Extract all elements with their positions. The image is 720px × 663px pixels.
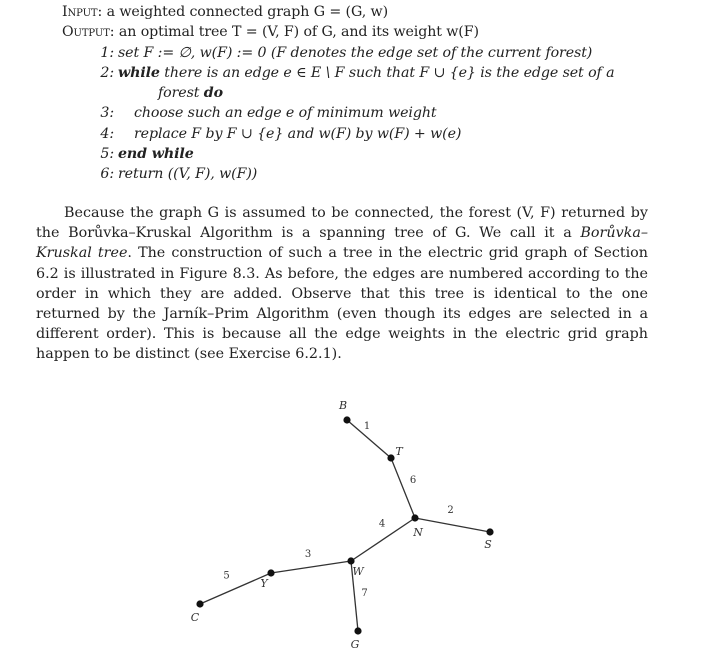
tree-figure bbox=[0, 380, 720, 659]
line-text: forest bbox=[158, 85, 200, 102]
vertex-S bbox=[486, 528, 493, 535]
vertex-label-Y: Y bbox=[260, 577, 268, 590]
line-number: 4: bbox=[100, 125, 114, 142]
edge-label-C-Y: 5 bbox=[223, 570, 230, 582]
vertex-label-G: G bbox=[350, 638, 360, 651]
output-text: an optimal tree T = (V, F) of G, and its weight w(F) bbox=[118, 24, 479, 41]
paragraph-part-2: . The construction of such a tree in the electric grid graph of Section 6.2 is illustrated in Figure 8.3. As before, the edges are numbered according to the order in which they are added. Observe that this tree is identical to the one returned by the Jarník–Prim Algorithm (even though its edges are selected in a different order). This is because all the edge weights in the electric grid graph happen to be distinct (see Exercise 6.2.1). bbox=[36, 245, 648, 363]
line-number: 5: bbox=[100, 146, 114, 163]
algorithm-line-5 bbox=[62, 144, 662, 164]
vertex-label-S: S bbox=[484, 538, 492, 551]
vertex-B bbox=[343, 416, 350, 423]
vertex-T bbox=[387, 454, 394, 461]
algorithm-line-4 bbox=[62, 124, 662, 144]
edge-label-W-N: 4 bbox=[378, 518, 386, 530]
vertex-label-W: W bbox=[352, 565, 364, 578]
keyword-while: while bbox=[118, 64, 160, 81]
vertex-G bbox=[354, 627, 361, 634]
vertex-label-B: B bbox=[338, 399, 348, 412]
line-number: 6: bbox=[100, 166, 114, 183]
algorithm-line-2 bbox=[62, 63, 662, 83]
algorithm-block bbox=[62, 2, 662, 185]
edge-Y-W bbox=[271, 561, 351, 573]
edge-label-T-N: 6 bbox=[409, 475, 417, 486]
input-text: a weighted connected graph G = (G, w) bbox=[106, 4, 389, 20]
edge-label-B-T: 1 bbox=[363, 421, 371, 432]
vertex-Y bbox=[267, 569, 274, 576]
line-text: return ((V, F), w(F)) bbox=[118, 166, 258, 183]
algorithm-line-6 bbox=[62, 164, 662, 184]
line-text: set F := ∅, w(F) := 0 (F denotes the edge set of the current forest) bbox=[118, 44, 593, 61]
algorithm-input bbox=[62, 2, 662, 22]
keyword-end-while: end while bbox=[118, 146, 194, 163]
algorithm-line-2-cont bbox=[62, 83, 662, 103]
keyword-do: do bbox=[203, 85, 223, 102]
output-label: Output: bbox=[62, 24, 115, 41]
line-number: 2: bbox=[100, 64, 114, 81]
algorithm-line-1 bbox=[62, 43, 662, 63]
line-text: choose such an edge e of minimum weight bbox=[134, 105, 437, 122]
paragraph-part-1: Because the graph G is assumed to be connected, the forest (V, F) returned by the Borůvka–Kruskal Algorithm is a spanning tree of G. We call it a bbox=[36, 205, 648, 242]
edge-label-W-G: 7 bbox=[361, 588, 368, 599]
vertex-label-C: C bbox=[190, 611, 200, 624]
edge-label-N-S: 2 bbox=[447, 505, 454, 516]
edge-label-Y-W: 3 bbox=[304, 549, 312, 560]
edge-T-N bbox=[391, 458, 415, 518]
input-label: Input: bbox=[62, 4, 103, 20]
vertex-N bbox=[411, 514, 418, 521]
vertex-W bbox=[347, 557, 354, 564]
algorithm-line-3 bbox=[62, 103, 662, 123]
vertex-C bbox=[196, 600, 203, 607]
vertex-label-N: N bbox=[413, 526, 423, 539]
body-paragraph bbox=[36, 203, 648, 365]
paragraph-emphasis: Borůvka–Kruskal tree bbox=[36, 225, 648, 262]
tree-graph bbox=[0, 380, 720, 659]
algorithm-output bbox=[62, 22, 662, 42]
line-text: there is an edge e ∈ E \ F such that F ∪ {e} is the edge set of a bbox=[164, 64, 615, 81]
line-text: replace F by F ∪ {e} and w(F) by w(F) + w(e) bbox=[134, 125, 462, 142]
vertex-label-T: T bbox=[395, 445, 403, 458]
edge-N-S bbox=[415, 518, 490, 532]
line-number: 3: bbox=[100, 105, 114, 122]
line-number: 1: bbox=[100, 44, 114, 61]
